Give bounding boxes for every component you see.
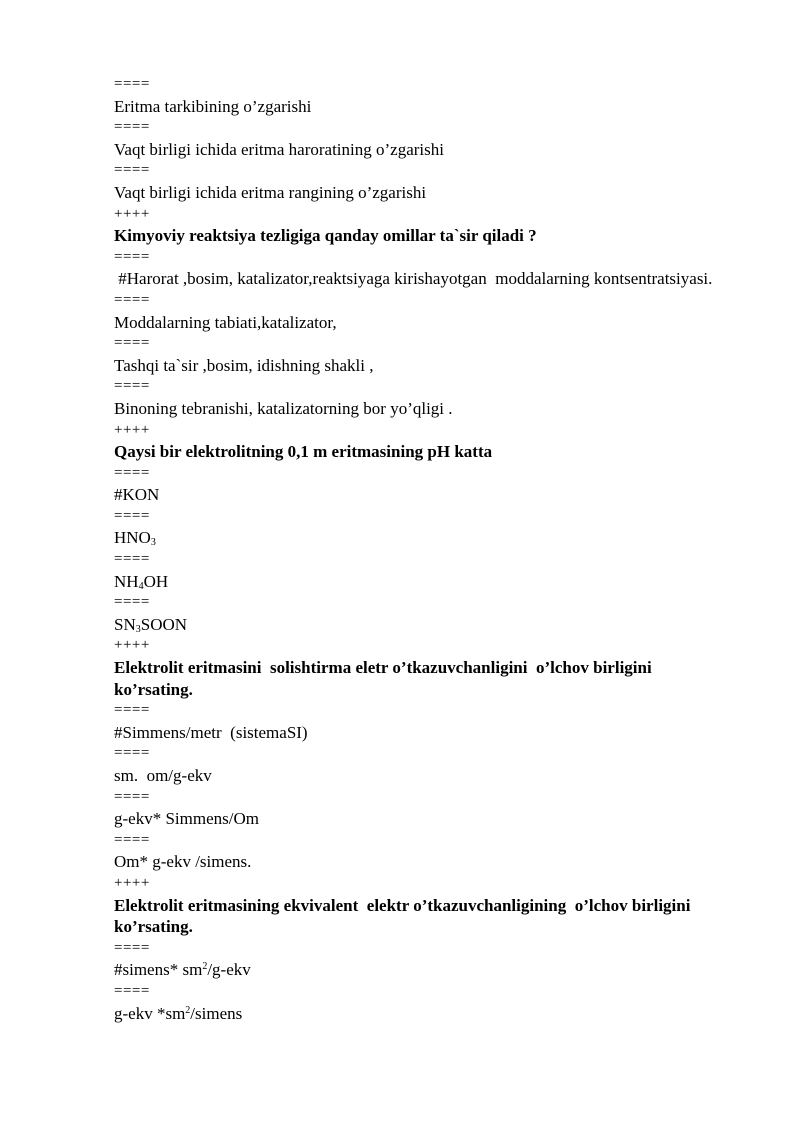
formula-rest: OH: [143, 571, 169, 591]
question-text: Elektrolit eritmasining ekvivalent elektr o’tkazuvchanligining o’lchov birligini ko’rsating.: [114, 895, 695, 937]
formula-rest: SOON: [140, 614, 188, 634]
answer-option-formula: [114, 571, 734, 593]
separator-line: ====: [114, 248, 150, 265]
answer-option-formula: [114, 1003, 734, 1025]
answer-option: Moddalarning tabiati,katalizator,: [114, 312, 337, 332]
separator-line: ====: [114, 745, 150, 762]
answer-option: #Simmens/metr (sistemaSI): [114, 722, 308, 742]
answer-option-formula: [114, 959, 734, 981]
formula-subscript: 3: [150, 537, 156, 549]
formula-base: g-ekv *sm: [114, 1003, 186, 1023]
separator-line: ====: [114, 119, 150, 136]
answer-option: #Harorat ,bosim, katalizator,reaktsiyaga kirishayotgan moddalarning kontsentratsiyasi.: [114, 269, 713, 289]
separator-line: ====: [114, 507, 150, 524]
formula-base: #simens* sm: [114, 960, 203, 980]
question-text: Kimyoviy reaktsiya tezligiga qanday omillar ta`sir qiladi ?: [114, 226, 537, 246]
separator-line: ====: [114, 378, 150, 395]
separator-line: ====: [114, 335, 150, 352]
answer-option: #KON: [114, 485, 160, 505]
separator-line: ====: [114, 788, 150, 805]
separator-line: ====: [114, 831, 150, 848]
formula-subscript: 4: [138, 580, 144, 592]
answer-option: g-ekv* Simmens/Om: [114, 809, 259, 829]
formula-base: SN: [114, 614, 136, 634]
separator-line: ++++: [114, 421, 150, 438]
answer-option: sm. om/g-ekv: [114, 766, 212, 785]
question-text: Qaysi bir elektrolitning 0,1 m eritmasining pH katta: [114, 442, 493, 462]
answer-option-formula: [114, 527, 734, 549]
answer-option: Eritma tarkibining o’zgarishi: [114, 96, 312, 116]
formula-base: HNO: [114, 528, 151, 548]
separator-line: ====: [114, 291, 150, 308]
answer-option: Vaqt birligi ichida eritma rangining o’zgarishi: [114, 182, 427, 202]
document-page: [114, 74, 734, 1024]
formula-superscript: 2: [185, 1004, 191, 1016]
answer-option: Binoning tebranishi, katalizatorning bor yo’qligi .: [114, 398, 453, 418]
separator-line: ====: [114, 162, 150, 179]
separator-line: ====: [114, 551, 150, 568]
formula-base: NH: [114, 571, 139, 591]
separator-line: ====: [114, 939, 150, 956]
separator-line: ++++: [114, 637, 150, 654]
formula-subscript: 3: [135, 623, 141, 635]
formula-superscript: 2: [202, 961, 208, 973]
separator-line: ====: [114, 702, 150, 719]
separator-line: ====: [114, 594, 150, 611]
separator-line: ====: [114, 464, 150, 481]
question-text: Elektrolit eritmasini solishtirma eletr o’tkazuvchanligini o’lchov birligini ko’rsating.: [114, 658, 656, 699]
separator-line: ++++: [114, 874, 150, 891]
answer-option-formula: [114, 614, 734, 636]
answer-option: Vaqt birligi ichida eritma haroratining o’zgarishi: [114, 139, 444, 159]
formula-rest: /g-ekv: [207, 960, 251, 980]
answer-option: Tashqi ta`sir ,bosim, idishning shakli ,: [114, 355, 374, 375]
separator-line: ++++: [114, 205, 150, 222]
separator-line: ====: [114, 76, 150, 92]
formula-rest: /simens: [190, 1003, 243, 1023]
answer-option: Om* g-ekv /simens.: [114, 852, 252, 872]
separator-line: ====: [114, 982, 150, 999]
